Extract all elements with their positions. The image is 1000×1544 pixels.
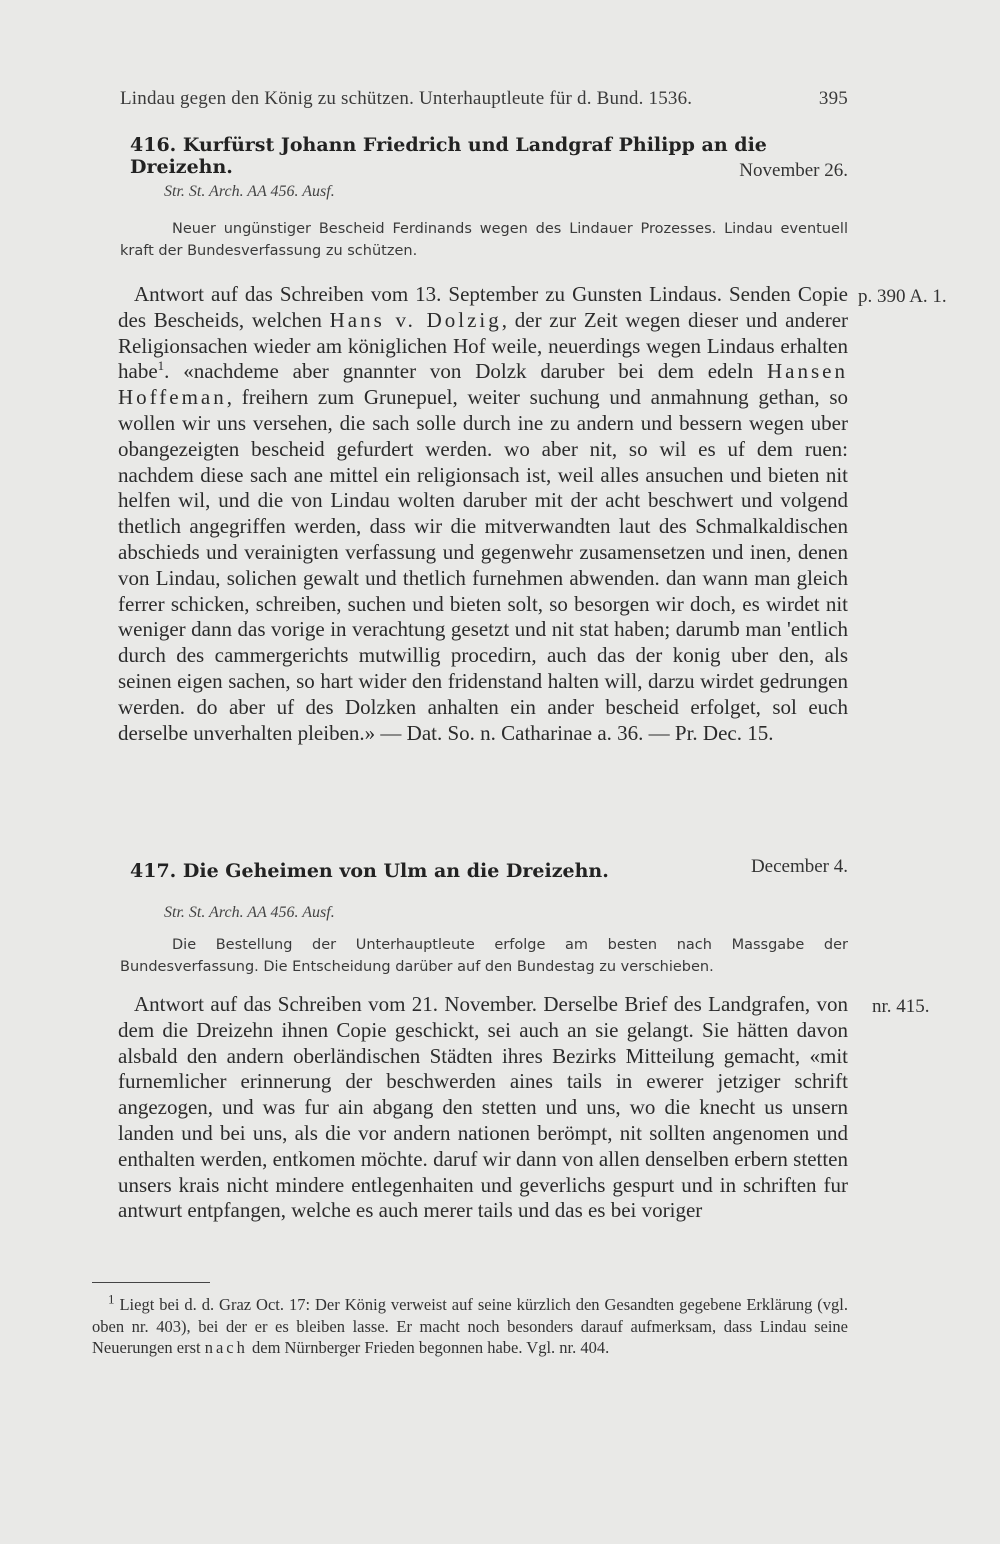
running-head (120, 88, 848, 110)
footnote-rule (92, 1282, 210, 1283)
doc-417-date: December 4. (750, 856, 848, 877)
footnote-text-1: Liegt bei d. d. Graz Oct. 17: Der König verweist auf seine kürzlich den Gesandten gegebene Erklärung (vgl. oben nr. 403), bei der er es bleiben lasse. Er macht noch besonders darauf aufmerksam, dass Lindau seine Neuerungen erst (92, 1295, 848, 1357)
running-title: Lindau gegen den König zu schützen. Unterhauptleute für d. Bund. 1536. (120, 88, 693, 109)
doc-417-source: Str. St. Arch. AA 456. Ausf. (164, 904, 335, 921)
footnote-text-2: dem Nürnberger Frieden begonnen habe. Vgl. nr. 404. (247, 1338, 610, 1357)
doc-416-name-1: Hans v. Dolzig (329, 307, 502, 332)
doc-416-text-1: Antwort auf das Schreiben vom 13. September zu Gunsten Lindaus. Senden Copie des Bescheids, welchen (118, 282, 848, 332)
doc-417-body (118, 992, 848, 1224)
doc-416-body (118, 282, 848, 746)
doc-416-name-2: Hansen Hoffeman (118, 359, 848, 410)
doc-416-source: Str. St. Arch. AA 456. Ausf. (164, 183, 335, 200)
doc-416-date: November 26. (739, 160, 848, 181)
footnote (92, 1291, 848, 1359)
doc-416-text-4: , freihern zum Grunepuel, weiter suchung und anmahnung gethan, so wollen wir uns versehen, die sach solle durch ine zu andern und bessern wegen uber obangezeigten bescheid gefurdert werden. wo aber nit, so wil es uf dem ruen: nachdem diese sach ane mittel ein religionsach ist, weil alles ansuchen und bieten nit helfen wil, und die von Lindau wolten daruber mit der acht beschwert und volgend thetlich angegriffen werden, dass wir die mitverwandten laut des Schmalkaldischen abschieds und verainigten verfassung und gegenwehr zusamensetzen und inen, denen von Lindau, solichen gewalt und thetlich furnehmen abwenden. dan wann man gleich ferrer schicken, schreiben, suchen und bieten solt, so besorgen wir doch, es wirdet nit weniger dann das vorige in verachtung gesetzt und nit stat haben; darumb man 'entlich durch des cammergerichts mutwillig procedirn, auch das der konig uber den, als seinen eigen sachen, so hart wider den fridenstand halten will, darzu wirdet gedrungen werden. do aber uf des Dolzken anhalten ein ander bescheid erfolget, sol euch derselbe unverhalten pleiben.» — Dat. So. n. Catharinae a. 36. — Pr. Dec. 15. (118, 385, 848, 745)
doc-417-summary: Die Bestellung der Unterhauptleute erfolge am besten nach Massgabe der Bundesverfassung. Die Entscheidung darüber auf den Bundestag zu verschieben. (120, 937, 848, 975)
doc-416-heading: 416. Kurfürst Johann Friedrich und Landgraf Philipp an die Dreizehn. (130, 134, 767, 178)
doc-416-text-2: , der zur Zeit wegen dieser und anderer Religionsachen wieder am königlichen Hof weile, neuerdings wegen Lindaus erhalten habe (118, 307, 849, 384)
page-number: 395 (818, 88, 848, 109)
doc-417-heading: 417. Die Geheimen von Ulm an die Dreizehn. (130, 860, 609, 882)
doc-417-text: Antwort auf das Schreiben vom 21. November. Derselbe Brief des Landgrafen, von dem die Dreizehn ihnen Copie geschickt, sei auch an sie gelangt. Sie hätten davon alsbald den andern oberländischen Städten ihres Bezirks Mitteilung gemacht, «mit furnemlicher erinnerung der beschwerden aines tails in ewerer jetziger schrift angezogen, und was fur ain abgang den stetten und uns, wo die knecht us unsern landen und bei uns, als die vor andern nationen berömpt, nit sollten angenomen und enthalten werden, entkomen möchte. daruf wir dann von allen denselben erbern stetten unsers krais nicht mindere entlegenhaiten und geverlichs gespurt und in schriften fur antwurt entpfangen, welche es auch merer tails und das es bei voriger (118, 992, 848, 1223)
footnote-reference: 1 (157, 358, 165, 374)
footnote-mark: 1 (108, 1291, 115, 1307)
doc-417-margin-ref: nr. 415. (872, 996, 930, 1017)
doc-416-summary: Neuer ungünstiger Bescheid Ferdinands wegen des Lindauer Prozesses. Lindau eventuell kraft der Bundesverfassung zu schützen. (120, 221, 848, 259)
doc-416-margin-ref: p. 390 A. 1. (858, 286, 947, 307)
footnote-spaced-word: nach (204, 1338, 248, 1357)
doc-416-text-3: . «nachdeme aber gnannter von Dolzk daruber bei dem edeln (164, 359, 768, 384)
